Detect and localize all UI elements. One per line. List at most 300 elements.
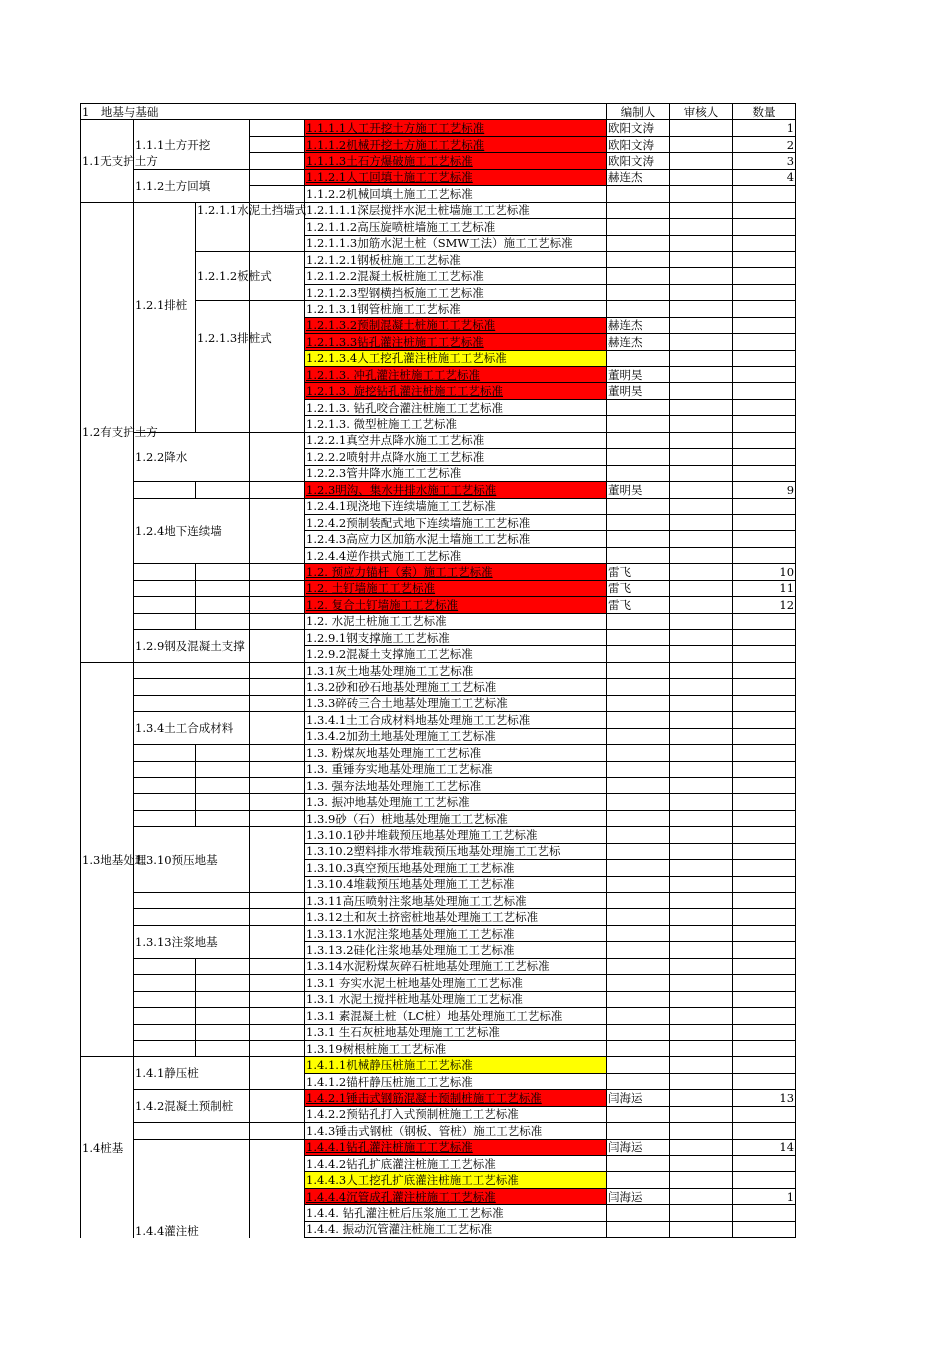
standard-title: 1.2.1.3. 微型桩施工工艺标准 (306, 417, 458, 432)
editor-cell (607, 399, 670, 415)
reviewer-cell (670, 235, 733, 251)
count-cell (733, 449, 796, 465)
table-row (81, 613, 796, 629)
standard-title-cell (305, 1008, 607, 1024)
table-row (81, 893, 796, 909)
editor-cell (607, 1040, 670, 1056)
count-cell: 14 (733, 1139, 796, 1155)
reviewer-cell (670, 334, 733, 350)
editor-cell: 雷飞 (607, 597, 670, 613)
editor-cell (607, 909, 670, 925)
editor-cell: 赫连杰 (607, 334, 670, 350)
standard-title: 1.1.1.1人工开挖土方施工工艺标准 (306, 121, 485, 136)
blank-cell (250, 975, 305, 991)
header-row (81, 104, 796, 120)
reviewer-cell (670, 284, 733, 300)
blank-cell (134, 745, 196, 761)
count-cell (733, 547, 796, 563)
reviewer-cell (670, 367, 733, 383)
standard-title-cell (305, 1205, 607, 1221)
standard-title: 1.3.14水泥粉煤灰碎石桩地基处理施工工艺标准 (306, 959, 550, 974)
standard-title-cell (305, 761, 607, 777)
reviewer-cell (670, 1057, 733, 1073)
group-1-3-10: 1.3.10预压地基 (134, 827, 250, 893)
group-1-4-2: 1.4.2混凝土预制桩 (134, 1090, 250, 1123)
count-cell (733, 679, 796, 695)
standard-title-cell (305, 695, 607, 711)
reviewer-cell (670, 564, 733, 580)
reviewer-cell (670, 942, 733, 958)
editor-cell (607, 843, 670, 859)
standard-title-cell (305, 1057, 607, 1073)
standard-title: 1.2.9.1钢支撑施工工艺标准 (306, 630, 450, 645)
count-cell: 9 (733, 482, 796, 498)
group-1-2-1: 1.2.1排桩 (134, 202, 196, 432)
count-cell: 4 (733, 169, 796, 185)
group-1-2-9: 1.2.9钢及混凝土支撑 (134, 630, 250, 663)
blank-cell (196, 745, 250, 761)
standard-title-cell (305, 1139, 607, 1155)
editor-cell (607, 925, 670, 941)
standard-title-cell (305, 498, 607, 514)
count-cell (733, 925, 796, 941)
standard-title: 1.2.1.1.2高压旋喷桩墙施工工艺标准 (306, 219, 496, 234)
reviewer-cell (670, 383, 733, 399)
count-cell (733, 909, 796, 925)
standard-title-cell (305, 235, 607, 251)
count-cell (733, 1156, 796, 1172)
reviewer-cell (670, 1156, 733, 1172)
count-cell (733, 317, 796, 333)
standard-title-cell (305, 580, 607, 596)
standard-title: 1.3.1 水泥土搅拌桩地基处理施工工艺标准 (306, 992, 523, 1007)
standard-title: 1.2.1.3. 钻孔咬合灌注桩施工工艺标准 (306, 400, 504, 415)
group-1-1: 1.1无支护土方 (81, 120, 134, 202)
blank-cell (250, 498, 305, 564)
count-cell (733, 975, 796, 991)
group-1-2-1-3: 1.2.1.3排桩式 (196, 301, 250, 433)
standard-title-cell (305, 334, 607, 350)
blank-cell (250, 580, 305, 596)
standard-title-cell (305, 465, 607, 481)
blank-cell (250, 597, 305, 613)
blank-cell (250, 1123, 305, 1139)
standard-title: 1.3. 强夯法地基处理施工工艺标准 (306, 778, 482, 793)
count-cell (733, 498, 796, 514)
standard-title: 1.2. 水泥土桩施工工艺标准 (306, 614, 447, 629)
reviewer-cell (670, 531, 733, 547)
reviewer-header: 审核人 (670, 104, 733, 120)
count-cell (733, 251, 796, 267)
group-1-4: 1.4桩基 (81, 1057, 134, 1238)
editor-cell (607, 1057, 670, 1073)
editor-cell (607, 219, 670, 235)
reviewer-cell (670, 514, 733, 530)
editor-cell (607, 547, 670, 563)
standard-title: 1.2.1.3. 旋挖钻孔灌注桩施工工艺标准 (306, 384, 504, 399)
blank-cell (250, 1057, 305, 1090)
standard-title-cell (305, 482, 607, 498)
group-1-1-1: 1.1.1土方开挖 (134, 120, 250, 169)
blank-cell (196, 810, 250, 826)
reviewer-cell (670, 1073, 733, 1089)
standard-title: 1.4.2.2预钻孔打入式预制桩施工工艺标准 (306, 1107, 519, 1122)
standard-title-cell (305, 1156, 607, 1172)
standard-title-cell (305, 383, 607, 399)
editor-cell (607, 186, 670, 202)
table-row (81, 679, 796, 695)
editor-cell (607, 975, 670, 991)
blank-cell (134, 564, 196, 580)
editor-cell (607, 432, 670, 448)
editor-cell (607, 777, 670, 793)
standard-title: 1.3.10.2塑料排水带堆载预压地基处理施工工艺标 (306, 844, 561, 859)
count-cell (733, 432, 796, 448)
table-row (81, 580, 796, 596)
count-cell (733, 827, 796, 843)
standard-title-cell (305, 564, 607, 580)
blank-cell (250, 958, 305, 974)
reviewer-cell (670, 712, 733, 728)
standard-title: 1.3.4.1土工合成材料地基处理施工工艺标准 (306, 712, 531, 727)
reviewer-cell (670, 251, 733, 267)
standard-title-cell (305, 991, 607, 1007)
count-cell (733, 235, 796, 251)
blank-cell (134, 1008, 196, 1024)
standard-title-cell (305, 794, 607, 810)
editor-cell: 董明昊 (607, 383, 670, 399)
editor-cell (607, 827, 670, 843)
table-row (81, 810, 796, 826)
editor-cell: 闫海运 (607, 1188, 670, 1204)
standard-title-cell (305, 630, 607, 646)
reviewer-cell (670, 1139, 733, 1155)
editor-cell (607, 1024, 670, 1040)
reviewer-cell (670, 695, 733, 711)
table-row (81, 745, 796, 761)
count-cell: 11 (733, 580, 796, 596)
standard-title: 1.4.4.2钻孔扩底灌注桩施工工艺标准 (306, 1156, 496, 1171)
table-row (81, 169, 796, 185)
group-1-2-2: 1.2.2降水 (134, 432, 250, 481)
standard-title-cell (305, 1172, 607, 1188)
editor-cell (607, 235, 670, 251)
reviewer-cell (670, 136, 733, 152)
editor-cell (607, 761, 670, 777)
count-cell (733, 876, 796, 892)
count-cell (733, 695, 796, 711)
standard-title: 1.4.1.2锚杆静压桩施工工艺标准 (306, 1074, 473, 1089)
editor-cell (607, 531, 670, 547)
standard-title: 1.3.1 素混凝土桩（LC桩）地基处理施工工艺标准 (306, 1008, 563, 1023)
blank-cell (250, 662, 305, 678)
editor-cell: 董明昊 (607, 367, 670, 383)
standard-title-cell (305, 251, 607, 267)
reviewer-cell (670, 843, 733, 859)
reviewer-cell (670, 958, 733, 974)
standard-title: 1.3. 粉煤灰地基处理施工工艺标准 (306, 745, 482, 760)
standard-title: 1.2.1.3.2预制混凝土桩施工工艺标准 (306, 318, 496, 333)
standard-title-cell (305, 1123, 607, 1139)
standard-title: 1.3.10.1砂井堆载预压地基处理施工工艺标准 (306, 827, 538, 842)
count-cell: 13 (733, 1090, 796, 1106)
editor-cell: 欧阳文涛 (607, 136, 670, 152)
blank-cell (134, 893, 250, 909)
editor-cell (607, 268, 670, 284)
blank-cell (250, 1090, 305, 1123)
editor-cell (607, 1123, 670, 1139)
blank-cell (250, 613, 305, 629)
blank-cell (134, 695, 250, 711)
table-row (81, 498, 796, 514)
editor-header: 编制人 (607, 104, 670, 120)
reviewer-cell (670, 860, 733, 876)
editor-cell: 董明昊 (607, 482, 670, 498)
standard-title-cell (305, 350, 607, 366)
reviewer-cell (670, 449, 733, 465)
blank-cell (196, 958, 250, 974)
editor-cell (607, 630, 670, 646)
blank-cell (134, 613, 196, 629)
standard-title-cell (305, 712, 607, 728)
count-cell (733, 186, 796, 202)
standard-title-cell (305, 1073, 607, 1089)
standard-title-cell (305, 745, 607, 761)
standard-title: 1.2.2.3管井降水施工工艺标准 (306, 466, 462, 481)
blank-cell (250, 1024, 305, 1040)
reviewer-cell (670, 597, 733, 613)
count-cell (733, 991, 796, 1007)
count-cell: 1 (733, 120, 796, 136)
standard-title-cell (305, 810, 607, 826)
standard-title: 1.3.11高压喷射注浆地基处理施工工艺标准 (306, 893, 527, 908)
editor-cell (607, 613, 670, 629)
editor-cell (607, 1205, 670, 1221)
reviewer-cell (670, 416, 733, 432)
standard-title-cell (305, 958, 607, 974)
blank-cell (196, 991, 250, 1007)
editor-cell (607, 958, 670, 974)
standard-title: 1.3. 振冲地基处理施工工艺标准 (306, 795, 470, 810)
blank-cell (134, 597, 196, 613)
editor-cell (607, 1172, 670, 1188)
blank-cell (134, 1040, 196, 1056)
editor-cell: 雷飞 (607, 564, 670, 580)
standard-title-cell (305, 975, 607, 991)
standard-title: 1.1.2.1人工回填土施工工艺标准 (306, 170, 473, 185)
standard-title-cell (305, 843, 607, 859)
table-row (81, 761, 796, 777)
standard-title: 1.2.1.2.1钢板桩施工工艺标准 (306, 252, 461, 267)
standard-title: 1.4.1.1机械静压桩施工工艺标准 (306, 1058, 473, 1073)
standard-title-cell (305, 1188, 607, 1204)
reviewer-cell (670, 1123, 733, 1139)
standard-title: 1.3. 重锤夯实地基处理施工工艺标准 (306, 762, 493, 777)
count-cell (733, 761, 796, 777)
reviewer-cell (670, 399, 733, 415)
standard-title-cell (305, 876, 607, 892)
count-cell (733, 1205, 796, 1221)
blank-cell (134, 991, 196, 1007)
standard-title: 1.3.1灰土地基处理施工工艺标准 (306, 663, 474, 678)
blank-cell (250, 153, 305, 169)
group-1-2-4: 1.2.4地下连续墙 (134, 498, 250, 564)
blank-cell (196, 580, 250, 596)
standard-title-cell (305, 547, 607, 563)
blank-cell (134, 482, 196, 498)
standard-title: 1.2.1.3. 冲孔灌注桩施工工艺标准 (306, 367, 481, 382)
count-cell (733, 777, 796, 793)
reviewer-cell (670, 991, 733, 1007)
standard-title-cell (305, 219, 607, 235)
reviewer-cell (670, 202, 733, 218)
standard-title-cell (305, 860, 607, 876)
count-cell (733, 1024, 796, 1040)
editor-cell (607, 712, 670, 728)
standard-title: 1.2.2.2喷射井点降水施工工艺标准 (306, 449, 485, 464)
standard-title: 1.1.2.2机械回填土施工工艺标准 (306, 186, 473, 201)
blank-cell (196, 1024, 250, 1040)
table-row (81, 1057, 796, 1073)
blank-cell (196, 613, 250, 629)
blank-cell (196, 794, 250, 810)
standard-title-cell (305, 153, 607, 169)
count-cell (733, 334, 796, 350)
blank-cell (250, 120, 305, 136)
count-cell: 3 (733, 153, 796, 169)
table-row (81, 630, 796, 646)
standard-title: 1.3.9砂（石）桩地基处理施工工艺标准 (306, 811, 508, 826)
standard-title-cell (305, 597, 607, 613)
count-cell (733, 301, 796, 317)
standard-title: 1.2.1.1.1深层搅拌水泥土桩墙施工工艺标准 (306, 203, 530, 218)
standard-title-cell (305, 186, 607, 202)
reviewer-cell (670, 580, 733, 596)
group-1-2: 1.2有支护土方 (81, 202, 134, 662)
reviewer-cell (670, 613, 733, 629)
standard-title: 1.2.4.4逆作拱式施工工艺标准 (306, 548, 462, 563)
count-cell (733, 416, 796, 432)
group-1-3: 1.3地基处理 (81, 662, 134, 1057)
reviewer-cell (670, 925, 733, 941)
editor-cell (607, 942, 670, 958)
blank-cell (196, 564, 250, 580)
standard-title-cell (305, 202, 607, 218)
blank-cell (250, 893, 305, 909)
standard-title-cell (305, 136, 607, 152)
standard-title-cell (305, 432, 607, 448)
standard-title-cell (305, 893, 607, 909)
table-row (81, 1090, 796, 1106)
table-row (81, 1139, 796, 1155)
standard-title-cell (305, 416, 607, 432)
blank-cell (134, 679, 250, 695)
standard-title: 1.2.4.3高应力区加筋水泥土墙施工工艺标准 (306, 532, 531, 547)
standard-title: 1.2.4.2预制装配式地下连续墙施工工艺标准 (306, 515, 531, 530)
count-cell (733, 1221, 796, 1237)
table-row (81, 794, 796, 810)
standard-title: 1.3.13.1水泥注浆地基处理施工工艺标准 (306, 926, 515, 941)
reviewer-cell (670, 120, 733, 136)
count-cell (733, 728, 796, 744)
editor-cell (607, 251, 670, 267)
editor-cell: 欧阳文涛 (607, 120, 670, 136)
count-cell (733, 1172, 796, 1188)
blank-cell (250, 1008, 305, 1024)
standard-title: 1.3.4.2加劲土地基处理施工工艺标准 (306, 729, 496, 744)
group-1-3-13: 1.3.13注浆地基 (134, 925, 250, 958)
blank-cell (134, 958, 196, 974)
count-cell (733, 613, 796, 629)
standard-title-cell (305, 284, 607, 300)
editor-cell (607, 646, 670, 662)
blank-cell (134, 761, 196, 777)
reviewer-cell (670, 498, 733, 514)
editor-cell: 闫海运 (607, 1139, 670, 1155)
blank-cell (134, 909, 250, 925)
blank-cell (196, 1040, 250, 1056)
count-cell: 10 (733, 564, 796, 580)
table-row (81, 482, 796, 498)
blank-cell (134, 777, 196, 793)
count-cell: 1 (733, 1188, 796, 1204)
reviewer-cell (670, 777, 733, 793)
count-cell (733, 794, 796, 810)
table-row (81, 120, 796, 136)
reviewer-cell (670, 745, 733, 761)
reviewer-cell (670, 482, 733, 498)
blank-cell (250, 810, 305, 826)
editor-cell (607, 350, 670, 366)
standard-title-cell (305, 646, 607, 662)
reviewer-cell (670, 317, 733, 333)
standard-title: 1.2.1.1.3加筋水泥土桩（SMW工法）施工工艺标准 (306, 236, 573, 251)
count-cell (733, 284, 796, 300)
count-cell (733, 531, 796, 547)
blank-cell (196, 975, 250, 991)
count-cell (733, 514, 796, 530)
table-row (81, 991, 796, 1007)
table-row (81, 597, 796, 613)
editor-cell (607, 514, 670, 530)
count-cell (733, 810, 796, 826)
editor-cell (607, 679, 670, 695)
editor-cell: 雷飞 (607, 580, 670, 596)
standard-title: 1.3.1 夯实水泥土桩地基处理施工工艺标准 (306, 975, 523, 990)
standard-title-cell (305, 662, 607, 678)
table-row (81, 1024, 796, 1040)
reviewer-cell (670, 909, 733, 925)
standard-title-cell (305, 679, 607, 695)
standard-title: 1.4.4. 钻孔灌注桩后压浆施工工艺标准 (306, 1206, 504, 1221)
standard-title: 1.3.12土和灰土挤密桩地基处理施工工艺标准 (306, 910, 539, 925)
standard-title: 1.2.1.3.4人工挖孔灌注桩施工工艺标准 (306, 351, 507, 366)
standard-title: 1.4.2.1锤击式钢筋混凝土预制桩施工工艺标准 (306, 1090, 542, 1105)
blank-cell (134, 1123, 250, 1139)
reviewer-cell (670, 975, 733, 991)
blank-cell (250, 1139, 305, 1238)
table-row (81, 202, 796, 218)
reviewer-cell (670, 1024, 733, 1040)
standard-title-cell (305, 301, 607, 317)
reviewer-cell (670, 810, 733, 826)
reviewer-cell (670, 268, 733, 284)
editor-cell (607, 695, 670, 711)
standard-title-cell (305, 1024, 607, 1040)
standard-title: 1.4.4. 振动沉管灌注桩施工工艺标准 (306, 1222, 493, 1237)
count-cell (733, 1073, 796, 1089)
reviewer-cell (670, 1090, 733, 1106)
